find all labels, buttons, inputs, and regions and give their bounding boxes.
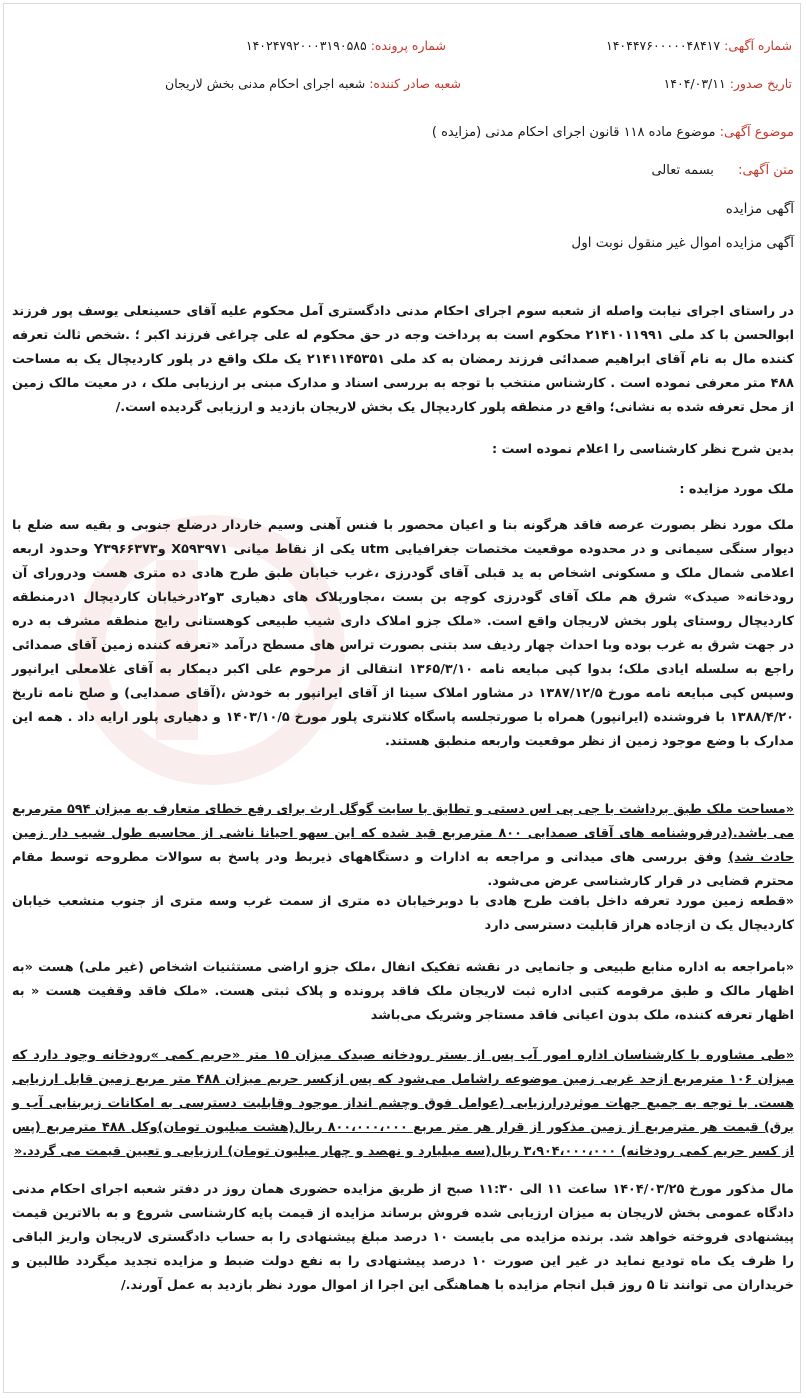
body-paragraph-9 xyxy=(12,1178,794,1298)
case-number-value: ۱۴۰۲۴۷۹۲۰۰۰۳۱۹۰۵۸۵ xyxy=(245,38,367,53)
subject-label: موضوع آگهی: xyxy=(719,125,794,140)
body-paragraph-2 xyxy=(12,438,794,462)
paragraph-area-rest: وفق بررسی های میدانی و مراجعه به ادارات و دستگاههای ذیربط ودر پاسخ به سوالات مطروحه توسط مقام محترم قضایی در قرار کارشناسی عرض می‌شود. xyxy=(12,850,794,889)
paragraph-valuation: «طی مشاوره با کارشناسان اداره امور آب پس از بستر رودخانه صیدک میزان ۱۵ متر «حریم کمی »رودخانه وجود دارد که میزان ۱۰۶ مترمربع ازحد غربی زمین موضوعه راشامل می‌شود که پس ازکسر حریم میزان ۴۸۸ متر مربع زمین قابل ارزیابی هست. با توجه به جمیع جهات موثردرارزیابی (عوامل فوق وچشم انداز موجود وقابلیت دسترسی به امکانات زیربنایی آب و برق) قیمت هر مترمربع از زمین مذکور از قرار هر متر مربع ۸۰۰،۰۰۰،۰۰۰ ریال(هشت میلیون تومان)وکل ۴۸۸ مترمربع (پس از کسر حریم کمی رودخانه) ۳،۹۰۴،۰۰۰،۰۰۰ ریال(سه میلیارد و نهصد و چهار میلیون تومان) ارزیابی و تعیین قیمت می گردد.« xyxy=(12,1048,794,1159)
paragraph-access: «قطعه زمین مورد تعرفه داخل بافت طرح هادی با دوبرخیابان ده متری از سمت غرب وسه متری از جنوب منشعب خیابان کاردیچال یک ن ازجاده هراز قابلیت دسترسی دارد xyxy=(12,894,794,933)
paragraph-intro: در راستای اجرای نیابت واصله از شعبه سوم اجرای احکام مدنی دادگستری آمل محکوم علیه آقای حسینعلی یوسف پور فرزند ابوالحسن با کد ملی ۲۱۴۱۰۱۱۹۹۱ محکوم است به پرداخت وجه در حق محکوم له علی چراغی فرزند اکبر ؛ .شخص ثالث تعرفه کننده مال به نام آقای ابراهیم صمدائی فرزند رمضان به کد ملی ۲۱۴۱۱۴۵۳۵۱ یک ملک واقع در پلور کاردیچال یک به مساحت ۴۸۸ متر معرفی نموده است . کارشناس منتخب با توجه به بررسی اسناد و مدارک مبنی بر ارزیابی ملک ، در معیت مالک زمین از محل تعرفه شده به نشانی؛ واقع در منطقه پلور کاردیچال یک بخش لاریجان بازدید و ارزیابی گردیده است./ xyxy=(12,304,794,415)
ad-number xyxy=(606,38,792,54)
body-paragraph-6 xyxy=(12,890,794,938)
paragraph-ownership: «بامراجعه به اداره منابع طبیعی و جانمایی در نقشه تفکیک انفال ،ملک جزو اراضی مستثنیات اشخاص (غیر ملی) هست «به اظهار مالک و طبق مرقومه کتبی اداره ثبت لاریجان ملک فاقد پرونده و پلاک ثبتی هست. «ملک فاقد وقفیت هست « به اظهار تعرفه کننده، ملک بدون اعیانی فاقد مستاجر وشریک می‌باشد xyxy=(12,960,794,1023)
body-paragraph-7 xyxy=(12,956,794,1028)
title-auction-detail: آگهی مزایده اموال غیر منقول نوبت اول xyxy=(571,235,794,251)
subject xyxy=(12,122,794,144)
case-number xyxy=(246,38,446,54)
body-paragraph-3 xyxy=(12,478,794,502)
text-section-header xyxy=(12,160,794,182)
ad-number-value: ۱۴۰۴۴۷۶۰۰۰۰۰۴۸۴۱۷ xyxy=(605,38,721,53)
issue-date-value: ۱۴۰۴/۰۳/۱۱ xyxy=(663,76,726,91)
issue-date-label: تاریخ صدور: xyxy=(729,76,792,91)
ad-number-label: شماره آگهی: xyxy=(724,38,792,53)
text-section-label: متن آگهی: xyxy=(738,163,794,178)
body-paragraph-1 xyxy=(12,300,794,420)
paragraph-area-underlined: «مساحت ملک طبق برداشت با جی پی اس دستی و تطابق با سایت گوگل ارث برای رفع خطای متعارف به میزان ۵۹۴ مترمربع می باشد.(درفروشنامه های آقای صمدایی ۸۰۰ مترمربع قید شده که این سهو احیانا ناشی از محاسبه طول شیب دار زمین حادث شد) xyxy=(12,802,794,865)
paragraph-property-heading: ملک مورد مزایده : xyxy=(679,482,794,497)
issue-date xyxy=(664,76,792,92)
body-paragraph-8 xyxy=(12,1044,794,1164)
issuer xyxy=(165,76,461,92)
body-paragraph-4 xyxy=(12,514,794,754)
paragraph-auction-terms: مال مذکور مورخ ۱۴۰۴/۰۳/۲۵ ساعت ۱۱ الی ۱۱:۳۰ صبح از طریق مزایده حضوری همان روز در دفتر شعبه اجرای احکام مدنی دادگاه عمومی بخش لاریجان به میزان ارزیابی شده فروش برساند مزایده از قیمت پایه کارشناسی شروع و به بالاترین قیمت پیشنهادی فروخته خواهد شد. برنده مزایده می بایست ۱۰ درصد مبلغ پیشنهادی را به حساب دادگستری لاریجان واریز الباقی را ظرف یک ماه تودیع نماید در غیر این صورت ۱۰ درصد پیشنهادی را به نفع دولت ضبط و مزایده تجدید میگردد طالبین و خریداران می توانند تا ۵ روز قبل انجام مزایده با هماهنگی این اجرا از اموال مورد نظر بازدید به عمل آورند./ xyxy=(12,1182,795,1293)
title-auction: آگهی مزایده xyxy=(725,201,794,217)
issuer-value: شعبه اجرای احکام مدنی بخش لاریجان xyxy=(165,76,366,91)
paragraph-property-description: ملک مورد نظر بصورت عرصه فاقد هرگونه بنا و اعیان محصور با فنس آهنی وسیم خاردار درضلع جنوبی و بقیه سه ضلع با دیوار سنگی سیمانی و در محدوده موقعیت مختصات جغرافیایی utm یکی از نقاط میانی X۵۹۳۹۷۱ وY۳۹۶۶۳۷۳ وحدود اربعه اعلامی شمال ملک و مسکونی اشخاص به ید قبلی آقای گودرزی ،غرب خیابان طبق طرح هادی ده متری هست ودرورای آن رودخانه« صیدک» شرق هم ملک آقای گودرزی کوچه بن بست ،مجاورپلاک های دهیاری ۳و۲درخیابان کاردیچال ۱درمنطقه کاردیچال روستای پلور بخش لاریجان واقع است. «ملک جزو املاک داری شیب طبیعی کوهستانی رایج منطقه مشرف به دره در جهت شرق به غرب بوده وبا احداث چهار ردیف سد بتنی بصورت تراس های مسطح درآمد «تعرفه کننده زمین آقای صمدائی راجع به سلسله ایادی ملک؛ بدوا کپی مبایعه نامه ۱۳۶۵/۳/۱۰ انتقالی از مرحوم علی اکبر دیمکار به آقای غلامعلی ایرانپور وسپس کپی مبایعه نامه مورخ ۱۳۸۷/۱۲/۵ در مشاور املاک سینا از آقای ایرانپور به خودش ،(آقای صمدایی) و صلح نامه تاریخ ۱۳۸۸/۴/۲۰ با فروشنده (ایرانپور) همراه با صورتجلسه پاسگاه کلانتری پلور مورخ ۱۴۰۳/۱۰/۵ و دهیاری پلور ارایه داد . همه این مدارک با وضع موجود زمین از نظر موقعیت واربعه منطبق هستند. xyxy=(12,518,795,749)
body-paragraph-5 xyxy=(12,798,794,894)
basmala: بسمه تعالی xyxy=(651,163,714,178)
case-number-label: شماره پرونده: xyxy=(370,38,446,53)
subject-value: موضوع ماده ۱۱۸ قانون اجرای احکام مدنی (مزایده ) xyxy=(431,125,716,140)
issuer-label: شعبه صادر کننده: xyxy=(369,76,461,91)
paragraph-expert-intro: بدین شرح نظر کارشناسی را اعلام نموده است : xyxy=(491,442,794,457)
